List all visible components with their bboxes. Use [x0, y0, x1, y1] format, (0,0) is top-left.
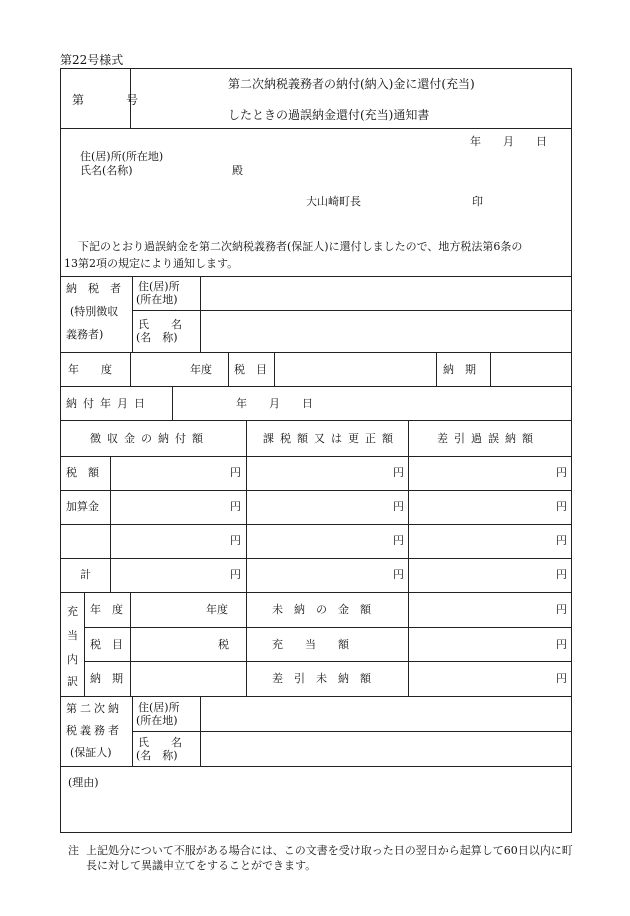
col-assessed-amount: 課税額又は更正額 [263, 432, 399, 445]
allocation-item-unit: 税 [218, 638, 229, 651]
fiscal-year-label: 年 度 [68, 363, 112, 376]
yen-unit: 円 [230, 466, 241, 479]
footnote-text: 上記処分について不服がある場合には、この文書を受け取った日の翌日から起算して60日以内に町長に対して異議申立てをすることができます。 [86, 844, 573, 872]
notice-text-2: 13第2項の規定により通知します。 [64, 257, 239, 270]
payment-date-label: 納付年月日 [66, 397, 151, 410]
col-paid-amount: 徴収金の納付額 [90, 432, 209, 445]
document-number-label: 第 号 [72, 93, 145, 107]
yen-unit: 円 [230, 534, 241, 547]
taxpayer-label-sub: (特別徴収 [70, 305, 119, 318]
yen-unit: 円 [556, 568, 567, 581]
secondary-name-label: 氏 名 [138, 736, 182, 749]
taxpayer-address-label: 住(居)所 [138, 280, 180, 293]
yen-unit: 円 [556, 466, 567, 479]
taxpayer-name-label: 氏 名 [138, 318, 182, 331]
guarantor-label: (保証人) [70, 746, 112, 759]
yen-unit: 円 [230, 500, 241, 513]
divider [60, 276, 572, 277]
divider [84, 627, 572, 628]
divider [436, 352, 437, 386]
divider [60, 352, 572, 353]
divider [84, 592, 85, 696]
footnote-mark: 注 [68, 844, 79, 857]
row-total: 計 [80, 568, 91, 581]
issuer-name: 大山崎町長 [306, 195, 361, 208]
divider [172, 386, 173, 420]
col-overpaid-amount: 差引過誤納額 [437, 432, 539, 445]
yen-unit: 円 [393, 466, 404, 479]
secondary-address-label: 住(居)所 [138, 701, 180, 714]
allocation-side-label: 内 [67, 653, 78, 666]
divider [84, 661, 572, 662]
applied-amount-label: 充 当 額 [272, 638, 349, 651]
yen-unit: 円 [556, 638, 567, 651]
yen-unit: 円 [230, 568, 241, 581]
fiscal-year-unit: 年度 [190, 363, 212, 376]
addressee-address-label: 住(居)所(所在地) [80, 150, 164, 163]
divider [60, 420, 572, 421]
secondary-address-label-sub: (所在地) [136, 714, 178, 727]
divider [246, 420, 247, 592]
yen-unit: 円 [556, 603, 567, 616]
divider [60, 524, 572, 525]
issue-date: 年 月 日 [470, 135, 547, 148]
divider [246, 592, 247, 696]
reason-label: (理由) [68, 776, 99, 789]
row-tax-amount: 税 額 [66, 466, 99, 479]
divider [408, 420, 409, 592]
allocation-item-label: 税 目 [90, 638, 123, 651]
taxpayer-name-label-sub: (名 称) [136, 331, 178, 344]
taxpayer-label: 納 税 者 [66, 282, 121, 295]
divider [130, 592, 131, 696]
secondary-taxpayer-label: 第二次納 [66, 702, 122, 715]
divider [200, 276, 201, 352]
honorific: 殿 [232, 164, 243, 177]
divider [132, 731, 572, 732]
divider [130, 352, 131, 386]
form-number: 第22号様式 [60, 53, 124, 67]
yen-unit: 円 [556, 534, 567, 547]
addressee-name-label: 氏名(名称) [80, 164, 133, 177]
allocation-period-label: 納 期 [90, 672, 123, 685]
taxpayer-address-label-sub: (所在地) [136, 293, 178, 306]
allocation-year-label: 年 度 [90, 603, 123, 616]
allocation-side-label: 当 [67, 629, 78, 642]
remaining-unpaid-label: 差 引 未 納 額 [272, 672, 371, 685]
divider [60, 766, 572, 767]
yen-unit: 円 [393, 534, 404, 547]
divider [490, 352, 491, 386]
yen-unit: 円 [556, 672, 567, 685]
seal-mark: 印 [472, 195, 483, 208]
divider [132, 310, 572, 311]
payment-period-label: 納 期 [443, 363, 476, 376]
allocation-year-unit: 年度 [206, 603, 228, 616]
title-line-2: したときの過誤納金還付(充当)通知書 [228, 108, 430, 122]
row-additional-charge: 加算金 [66, 500, 99, 513]
notice-text-1: 下記のとおり過誤納金を第二次納税義務者(保証人)に還付しましたので、地方税法第6条の [78, 240, 523, 253]
yen-unit: 円 [556, 500, 567, 513]
yen-unit: 円 [393, 568, 404, 581]
secondary-name-label-sub: (名 称) [136, 749, 178, 762]
divider [228, 352, 229, 386]
divider [60, 558, 572, 559]
divider [60, 386, 572, 387]
divider [274, 352, 275, 386]
divider [60, 696, 572, 697]
tax-item-label: 税 目 [234, 363, 267, 376]
divider [132, 276, 133, 352]
yen-unit: 円 [393, 500, 404, 513]
footnote [68, 843, 578, 873]
divider [60, 592, 572, 593]
allocation-side-label: 訳 [67, 675, 78, 688]
divider [60, 128, 572, 129]
divider [408, 592, 409, 696]
divider [60, 456, 572, 457]
divider [60, 490, 572, 491]
secondary-taxpayer-label-2: 税義務者 [66, 724, 122, 737]
unpaid-amount-label: 未 納 の 金 額 [272, 603, 371, 616]
taxpayer-label-sub2: 義務者) [66, 328, 104, 341]
payment-date-value: 年 月 日 [236, 397, 313, 410]
allocation-side-label: 充 [67, 605, 78, 618]
title-line-1: 第二次納税義務者の納付(納入)金に還付(充当) [228, 77, 475, 91]
